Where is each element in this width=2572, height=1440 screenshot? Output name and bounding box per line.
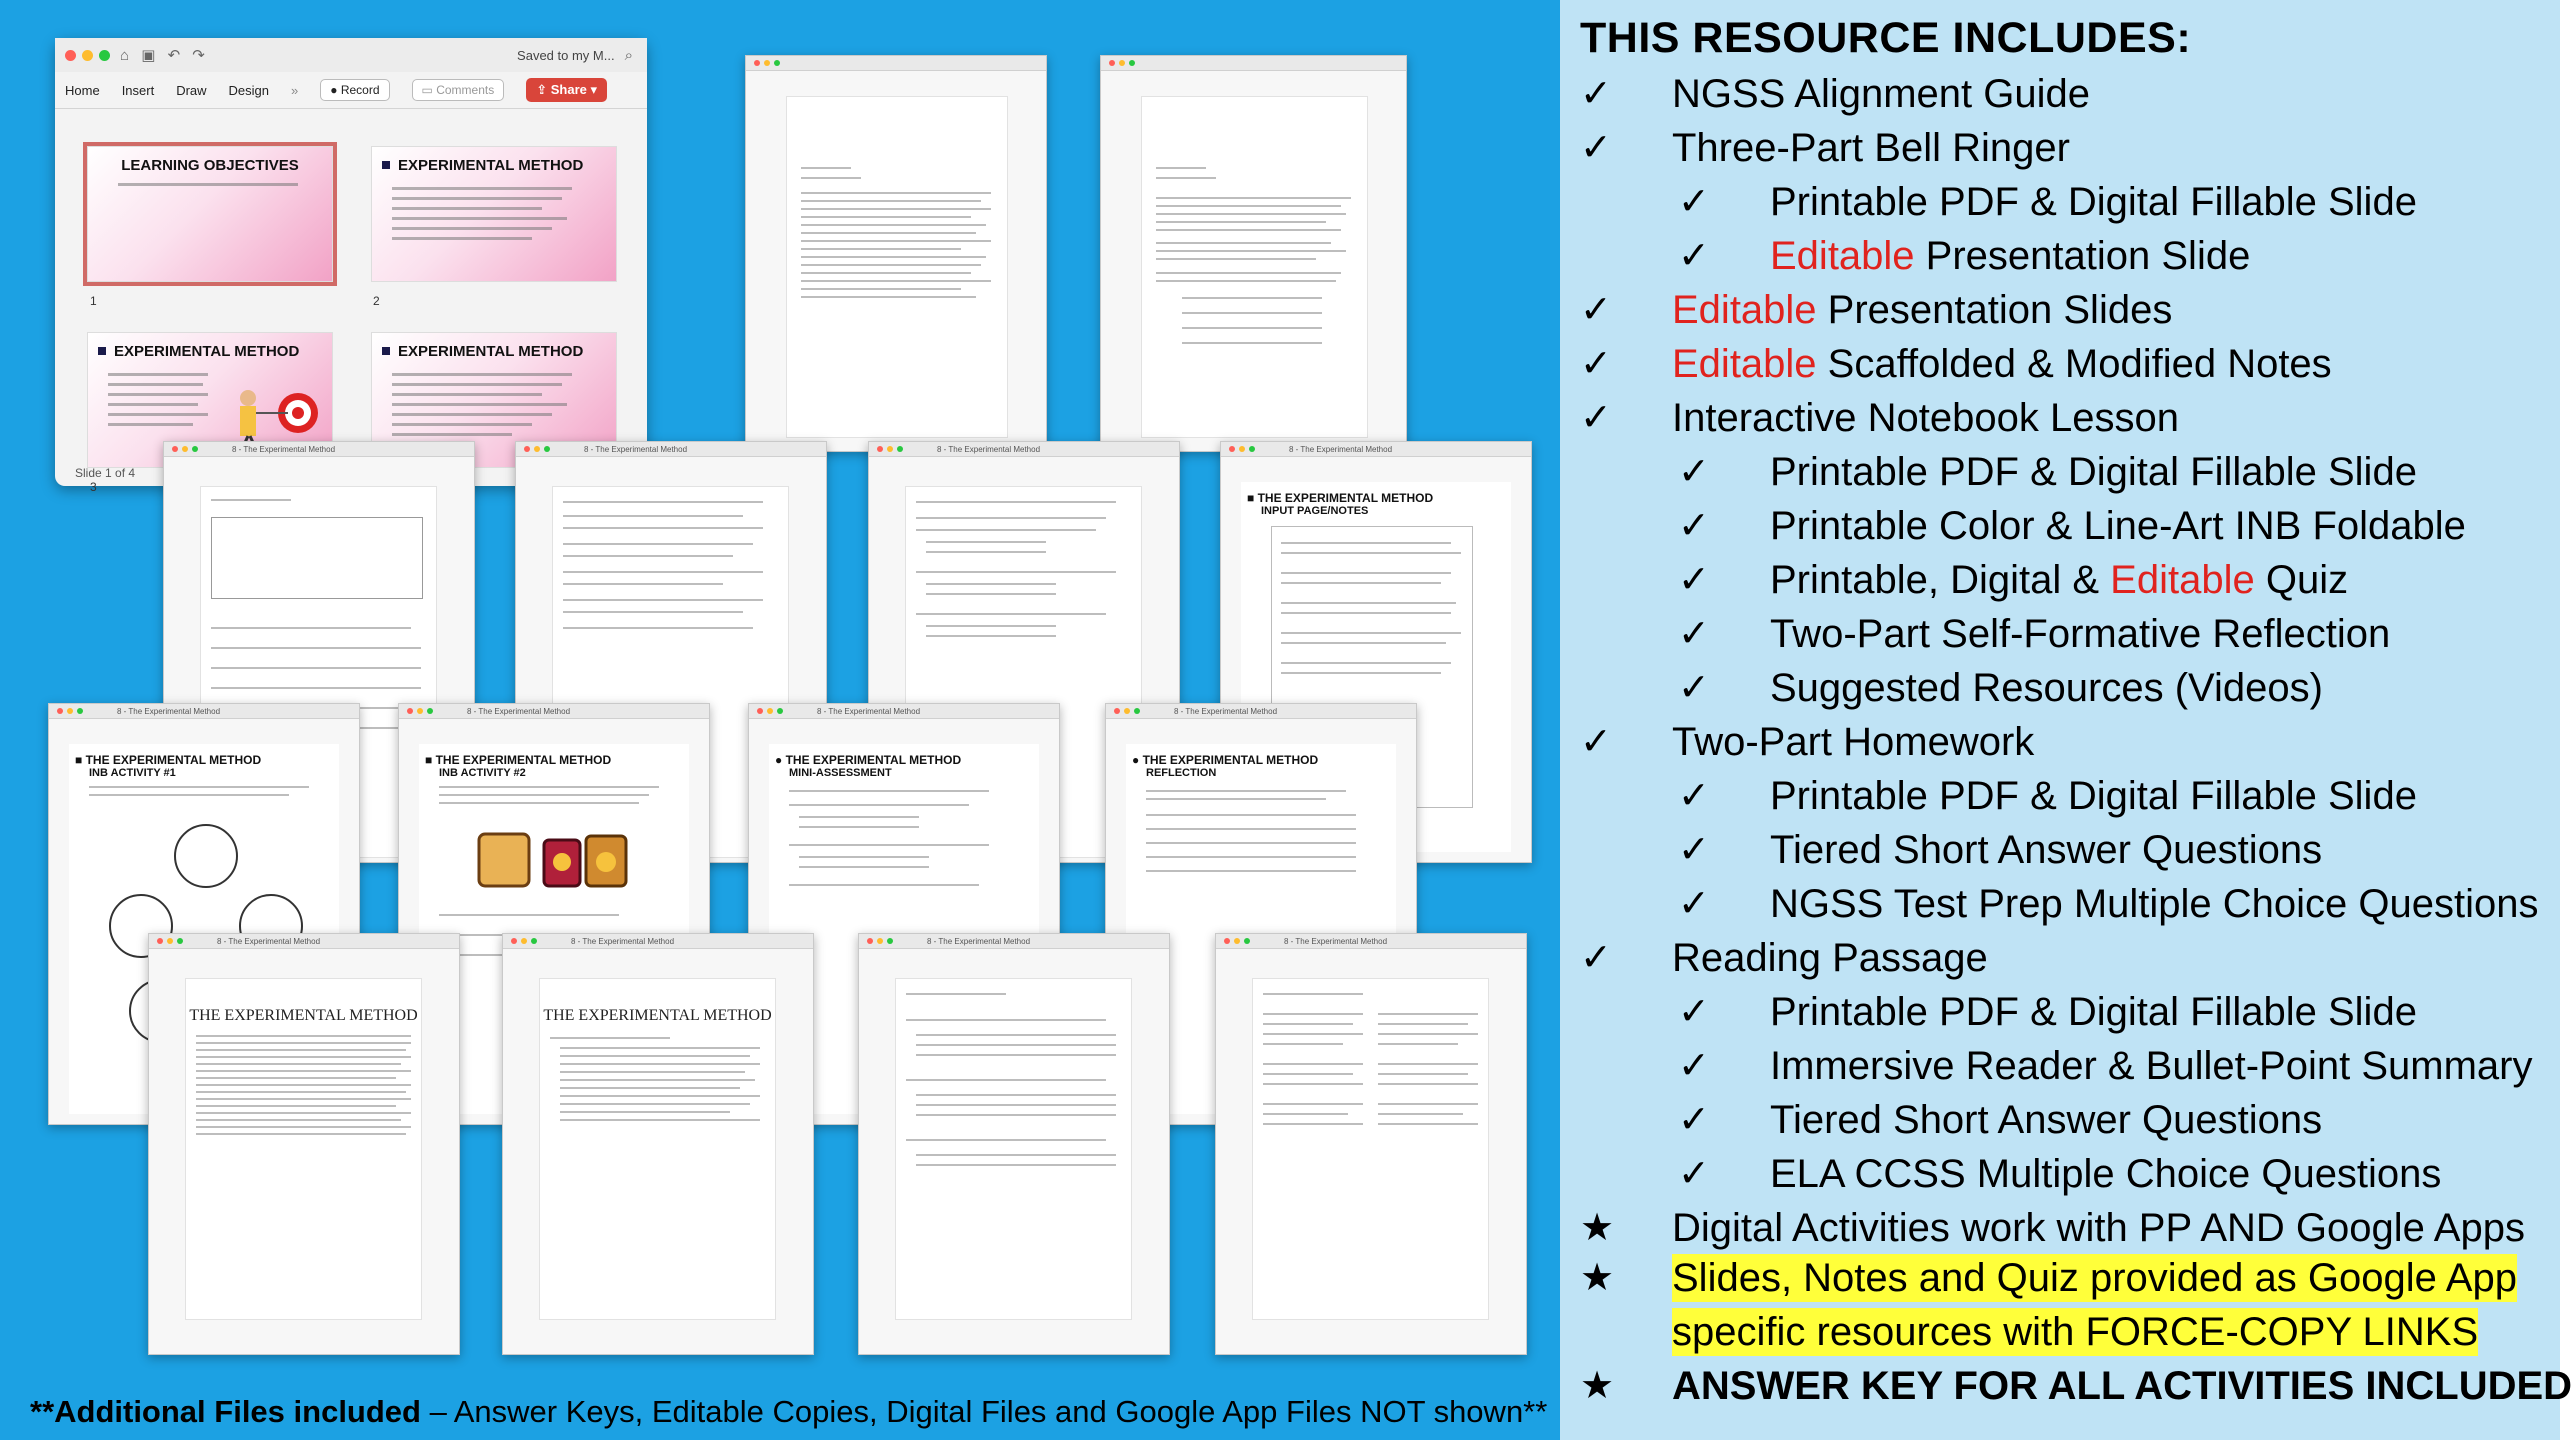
checkmark-icon: ✓ bbox=[1580, 73, 1612, 115]
window-titlebar bbox=[1101, 56, 1406, 71]
doc-heading: ■ THE EXPERIMENTAL METHOD INB ACTIVITY #1 bbox=[75, 753, 262, 779]
window-titlebar bbox=[1221, 442, 1531, 457]
doc-page bbox=[1252, 978, 1489, 1320]
resource-item-text bbox=[1770, 232, 2250, 280]
item-text: Quiz bbox=[2254, 558, 2349, 602]
heading-sub: INB ACTIVITY #1 bbox=[89, 767, 176, 779]
resource-item-text bbox=[1672, 340, 2332, 388]
window-titlebar bbox=[1216, 934, 1526, 949]
heading-text: THE EXPERIMENTAL METHOD bbox=[435, 753, 612, 767]
doc-page bbox=[539, 978, 776, 1320]
checkmark-icon: ✓ bbox=[1678, 451, 1710, 493]
heading-sub: INB ACTIVITY #2 bbox=[439, 767, 526, 779]
search-icon[interactable]: ⌕ bbox=[624, 46, 637, 64]
doc-heading: ● THE EXPERIMENTAL METHOD MINI-ASSESSMENT bbox=[775, 753, 962, 779]
minimize-window-button[interactable] bbox=[82, 50, 93, 61]
window-titlebar bbox=[503, 934, 813, 949]
pp-ribbon bbox=[55, 72, 647, 109]
checkmark-icon: ✓ bbox=[1678, 1153, 1710, 1195]
editable-highlight: Editable bbox=[1770, 234, 1915, 278]
resource-item-text bbox=[1770, 610, 2390, 658]
footnote-bold: **Additional Files included bbox=[30, 1394, 421, 1429]
doc-heading: ■ THE EXPERIMENTAL METHOD INB ACTIVITY #2 bbox=[425, 753, 612, 779]
heading-sub: MINI-ASSESSMENT bbox=[789, 767, 892, 779]
item-text: Scaffolded & Modified Notes bbox=[1816, 342, 2332, 386]
slide-title: EXPERIMENTAL METHOD bbox=[114, 343, 300, 360]
doc-page bbox=[185, 978, 422, 1320]
window-title: 8 - The Experimental Method bbox=[117, 706, 221, 716]
editable-highlight: Editable bbox=[1672, 288, 1817, 332]
checkmark-icon: ✓ bbox=[1678, 559, 1710, 601]
resource-item-text bbox=[1672, 286, 2172, 334]
tab-insert[interactable]: Insert bbox=[121, 82, 155, 98]
tab-design[interactable]: Design bbox=[228, 82, 270, 98]
checkmark-icon: ✓ bbox=[1580, 937, 1612, 979]
diagram-circle bbox=[174, 824, 238, 888]
doc-page bbox=[895, 978, 1132, 1320]
record-label: Record bbox=[340, 83, 380, 97]
resource-item-text bbox=[1770, 772, 2417, 820]
item-text: Presentation Slide bbox=[1914, 234, 2251, 278]
comments-label: Comments bbox=[436, 83, 495, 97]
window-title: 8 - The Experimental Method bbox=[584, 444, 688, 454]
doc-window-bell-ringer-1 bbox=[745, 55, 1047, 452]
resource-item-text bbox=[1770, 664, 2323, 712]
checkmark-icon: ✓ bbox=[1580, 127, 1612, 169]
window-title: 8 - The Experimental Method bbox=[1284, 936, 1388, 946]
resource-item-text bbox=[1770, 1096, 2322, 1144]
doc-window-summary bbox=[502, 933, 814, 1355]
doc-window-bell-ringer-2 bbox=[1100, 55, 1407, 452]
item-text: Three-Part Bell Ringer bbox=[1672, 126, 2070, 170]
slide-title: EXPERIMENTAL METHOD bbox=[398, 157, 584, 174]
slide-number: 1 bbox=[90, 294, 97, 308]
checkmark-icon: ✓ bbox=[1678, 775, 1710, 817]
checkmark-icon: ✓ bbox=[1678, 613, 1710, 655]
doc-window-short-answer bbox=[858, 933, 1170, 1355]
window-title: 8 - The Experimental Method bbox=[1289, 444, 1393, 454]
resource-item-text bbox=[1672, 124, 2070, 172]
window-titlebar bbox=[869, 442, 1179, 457]
footnote-text: – Answer Keys, Editable Copies, Digital Files and Google App Files NOT shown** bbox=[420, 1394, 1548, 1429]
star-icon: ★ bbox=[1580, 1365, 1615, 1407]
checkmark-icon: ✓ bbox=[1678, 235, 1710, 277]
checkmark-icon: ✓ bbox=[1580, 289, 1612, 331]
item-text: Printable PDF & Digital Fillable Slide bbox=[1770, 774, 2417, 818]
doc-heading: ■ THE EXPERIMENTAL METHOD INPUT PAGE/NOTES bbox=[1247, 491, 1434, 517]
resource-item-text bbox=[1770, 178, 2417, 226]
powerpoint-window bbox=[55, 38, 647, 494]
item-text: Reading Passage bbox=[1672, 936, 1988, 980]
bread-jar-illustration bbox=[474, 822, 634, 892]
slide-thumbnail-2[interactable] bbox=[371, 146, 617, 282]
share-button[interactable]: ⇪ Share ▾ bbox=[526, 78, 607, 102]
checkmark-icon: ✓ bbox=[1678, 667, 1710, 709]
item-text: Tiered Short Answer Questions bbox=[1770, 1098, 2323, 1142]
resource-item-text bbox=[1770, 448, 2417, 496]
resource-item-text bbox=[1672, 70, 2090, 118]
window-titlebar bbox=[746, 56, 1046, 71]
summary-title: THE EXPERIMENTAL METHOD bbox=[543, 1007, 772, 1024]
resource-list-panel bbox=[1560, 0, 2572, 1440]
resource-item-text bbox=[1672, 934, 1988, 982]
resource-item-text bbox=[1770, 1150, 2441, 1198]
chevron-right-icon[interactable]: » bbox=[291, 82, 299, 98]
resource-item-text bbox=[1770, 826, 2322, 874]
highlight-line-1: Slides, Notes and Quiz provided as Google App bbox=[1672, 1256, 2517, 1300]
close-window-button[interactable] bbox=[65, 50, 76, 61]
window-title: 8 - The Experimental Method bbox=[217, 936, 321, 946]
reading-title: THE EXPERIMENTAL METHOD bbox=[189, 1007, 418, 1024]
editable-highlight: Editable bbox=[2110, 558, 2255, 602]
item-text: Printable PDF & Digital Fillable Slide bbox=[1770, 990, 2417, 1034]
window-title: 8 - The Experimental Method bbox=[927, 936, 1031, 946]
checkmark-icon: ✓ bbox=[1678, 1099, 1710, 1141]
window-titlebar bbox=[1106, 704, 1416, 719]
checkmark-icon: ✓ bbox=[1580, 397, 1612, 439]
item-text: Tiered Short Answer Questions bbox=[1770, 828, 2323, 872]
window-title: 8 - The Experimental Method bbox=[937, 444, 1041, 454]
resource-item-text bbox=[1770, 880, 2539, 928]
item-text: Two-Part Homework bbox=[1672, 720, 2035, 764]
heading-sub: REFLECTION bbox=[1146, 767, 1217, 779]
window-title: 8 - The Experimental Method bbox=[232, 444, 336, 454]
checkmark-icon: ✓ bbox=[1678, 181, 1710, 223]
checkmark-icon: ✓ bbox=[1678, 1045, 1710, 1087]
resource-item-text bbox=[1770, 988, 2417, 1036]
resource-item-text bbox=[1770, 502, 2466, 550]
comments-button[interactable]: ▭ Comments bbox=[412, 79, 505, 101]
window-controls bbox=[65, 50, 110, 61]
checkmark-icon: ✓ bbox=[1678, 505, 1710, 547]
item-text: Printable Color & Line-Art INB Foldable bbox=[1770, 504, 2466, 548]
heading-text: THE EXPERIMENTAL METHOD bbox=[1142, 753, 1319, 767]
heading-text: THE EXPERIMENTAL METHOD bbox=[785, 753, 962, 767]
share-label: Share bbox=[550, 82, 587, 97]
heading-sub: INPUT PAGE/NOTES bbox=[1261, 505, 1369, 517]
window-titlebar bbox=[399, 704, 709, 719]
item-text: Printable PDF & Digital Fillable Slide bbox=[1770, 180, 2417, 224]
item-text: Immersive Reader & Bullet-Point Summary bbox=[1770, 1044, 2533, 1088]
resource-item-text bbox=[1770, 1042, 2532, 1090]
resource-item-text bbox=[1672, 1204, 2525, 1252]
item-text: Presentation Slides bbox=[1816, 288, 2173, 332]
slide-title: EXPERIMENTAL METHOD bbox=[398, 343, 584, 360]
doc-window-multiple-choice bbox=[1215, 933, 1527, 1355]
item-text: ELA CCSS Multiple Choice Questions bbox=[1770, 1152, 2442, 1196]
checkmark-icon: ✓ bbox=[1580, 721, 1612, 763]
checkmark-icon: ✓ bbox=[1678, 883, 1710, 925]
zoom-window-button[interactable] bbox=[99, 50, 110, 61]
doc-window-reading-passage bbox=[148, 933, 460, 1355]
window-titlebar bbox=[749, 704, 1059, 719]
item-text: Digital Activities work with PP AND Google Apps bbox=[1672, 1206, 2525, 1250]
item-text: Printable PDF & Digital Fillable Slide bbox=[1770, 450, 2417, 494]
resource-item-text bbox=[1672, 394, 2179, 442]
checkmark-icon: ✓ bbox=[1678, 991, 1710, 1033]
window-title: 8 - The Experimental Method bbox=[571, 936, 675, 946]
tab-home[interactable]: Home bbox=[65, 82, 100, 98]
item-text: NGSS Test Prep Multiple Choice Questions bbox=[1770, 882, 2539, 926]
highlight-line-2: specific resources with FORCE-COPY LINKS bbox=[1672, 1310, 2479, 1354]
star-icon: ★ bbox=[1580, 1207, 1615, 1249]
doc-page bbox=[1141, 96, 1368, 438]
editable-highlight: Editable bbox=[1672, 342, 1817, 386]
star-icon: ★ bbox=[1580, 1257, 1615, 1299]
footnote bbox=[30, 1394, 1547, 1430]
doc-page bbox=[786, 96, 1008, 438]
slide-title: LEARNING OBJECTIVES bbox=[121, 157, 299, 174]
pp-titlebar bbox=[55, 38, 647, 72]
resource-item-text bbox=[1770, 556, 2348, 604]
window-titlebar bbox=[164, 442, 474, 457]
saved-status[interactable]: Saved to my M... bbox=[517, 47, 615, 63]
resource-item-text bbox=[1672, 718, 2034, 766]
tab-draw[interactable]: Draw bbox=[176, 82, 207, 98]
heading-text: THE EXPERIMENTAL METHOD bbox=[85, 753, 262, 767]
item-text: Two-Part Self-Formative Reflection bbox=[1770, 612, 2391, 656]
resource-list-title: THIS RESOURCE INCLUDES: bbox=[1580, 14, 2192, 62]
checkmark-icon: ✓ bbox=[1580, 343, 1612, 385]
quick-access-icons[interactable]: ⌂ ▣ ↶ ↷ bbox=[120, 47, 209, 64]
window-titlebar bbox=[149, 934, 459, 949]
window-title: 8 - The Experimental Method bbox=[467, 706, 571, 716]
window-title: 8 - The Experimental Method bbox=[817, 706, 921, 716]
answer-key-text: ANSWER KEY FOR ALL ACTIVITIES INCLUDED bbox=[1672, 1364, 2572, 1408]
window-titlebar bbox=[49, 704, 359, 719]
item-text: Suggested Resources (Videos) bbox=[1770, 666, 2323, 710]
item-text: NGSS Alignment Guide bbox=[1672, 72, 2090, 116]
window-titlebar bbox=[859, 934, 1169, 949]
item-text: Interactive Notebook Lesson bbox=[1672, 396, 2179, 440]
window-title: 8 - The Experimental Method bbox=[1174, 706, 1278, 716]
slide-status: Slide 1 of 4 bbox=[75, 466, 136, 480]
doc-heading: ● THE EXPERIMENTAL METHOD REFLECTION bbox=[1132, 753, 1319, 779]
checkmark-icon: ✓ bbox=[1678, 829, 1710, 871]
record-button[interactable]: ● Record bbox=[320, 79, 389, 101]
slide-thumbnail-1[interactable] bbox=[87, 146, 333, 282]
window-titlebar bbox=[516, 442, 826, 457]
heading-text: THE EXPERIMENTAL METHOD bbox=[1257, 491, 1434, 505]
item-text-prefix: Printable, Digital & bbox=[1770, 558, 2111, 602]
slide-number: 2 bbox=[373, 294, 380, 308]
slide-number: 3 bbox=[90, 480, 97, 494]
